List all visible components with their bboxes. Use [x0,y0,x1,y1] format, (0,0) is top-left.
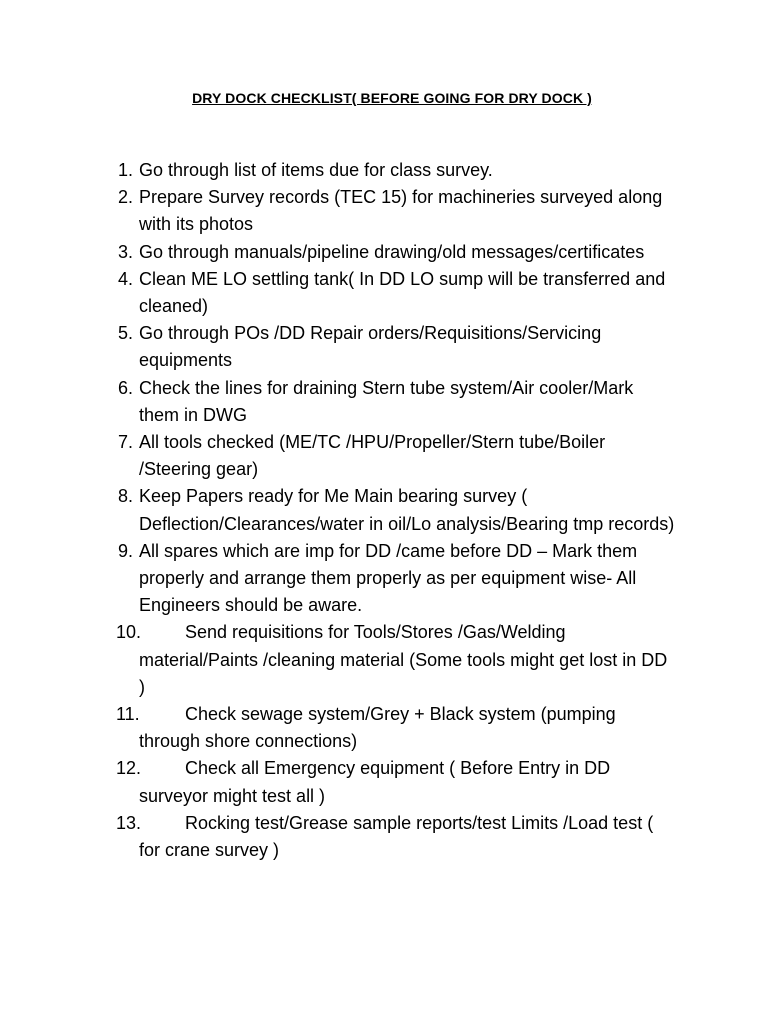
list-item [0,320,768,374]
list-item [0,810,768,864]
item-text: All tools checked (ME/TC /HPU/Propeller/Stern tube/Boiler /Steering gear) [139,432,606,480]
list-item [0,266,768,320]
item-text: Prepare Survey records (TEC 15) for machineries surveyed along with its photos [139,187,663,235]
item-text: Go through manuals/pipeline drawing/old messages/certificates [139,241,645,262]
list-item [0,619,768,701]
item-text-content: Send requisitions for Tools/Stores /Gas/Welding material/Paints /cleaning material (Some tools might get lost in DD ) [139,622,668,697]
item-text-content: Check sewage system/Grey + Black system (pumping through shore connections) [139,704,616,752]
item-text: Go through list of items due for class survey. [139,160,493,180]
item-number: 3. [117,241,133,262]
item-text: Check the lines for draining Stern tube system/Air cooler/Mark them in DWG [139,377,634,425]
item-number: 8. [117,486,133,507]
list-item [0,755,768,809]
item-number: 2. [117,187,133,208]
list-item [0,239,768,266]
item-text [139,813,653,860]
item-number: 13. [116,812,142,833]
list-item [0,375,768,429]
item-number: 10. [116,622,142,643]
item-text [139,704,616,751]
list-item [0,429,768,483]
item-number: 9. [117,540,133,561]
list-item [0,538,768,620]
item-text: All spares which are imp for DD /came before DD – Mark them properly and arrange them properly as per equipment wise- All Engineers should be aware. [139,540,638,616]
item-number: 1. [117,160,133,180]
item-text: Clean ME LO settling tank( In DD LO sump will be transferred and cleaned) [139,268,666,317]
item-number: 6. [117,377,133,398]
list-item [0,701,768,755]
item-text: Keep Papers ready for Me Main bearing survey ( Deflection/Clearances/water in oil/Lo analysis/Bearing tmp records) [139,486,675,534]
list-item [0,184,768,238]
checklist [0,157,768,864]
item-text [139,622,667,696]
document-title: DRY DOCK CHECKLIST( BEFORE GOING FOR DRY DOCK ) [192,90,592,106]
item-number: 4. [117,268,133,289]
item-text-content: Check all Emergency equipment ( Before Entry in DD surveyor might test all ) [139,758,611,806]
item-text-content: Rocking test/Grease sample reports/test Limits /Load test ( for crane survey ) [139,812,654,861]
item-number: 7. [117,432,133,453]
item-number: 5. [117,323,133,344]
list-item [0,483,768,537]
item-number: 12. [116,758,142,779]
list-item [0,157,768,184]
item-number: 11. [116,704,140,725]
item-text [139,758,610,805]
item-text: Go through POs /DD Repair orders/Requisitions/Servicing equipments [139,323,602,371]
